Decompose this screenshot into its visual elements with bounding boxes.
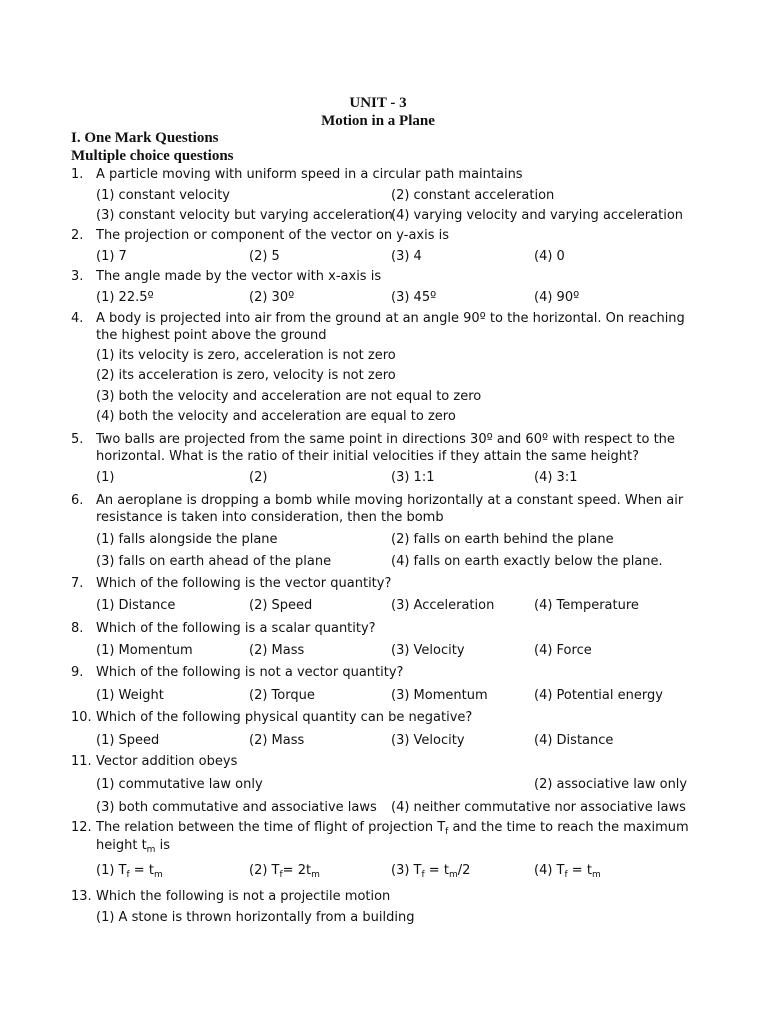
option: (3) Velocity <box>391 733 465 748</box>
option: (4) 90º <box>534 290 580 305</box>
subscript: m <box>153 870 163 880</box>
option: (2) Mass <box>249 643 305 658</box>
option <box>534 862 601 879</box>
question-text-line <box>96 837 170 854</box>
option: (2) 5 <box>249 249 280 264</box>
option: (1) <box>96 470 115 485</box>
question-text: Which of the following is a scalar quantity? <box>96 621 376 636</box>
question-number: 11. <box>71 754 92 769</box>
text: height t <box>96 838 147 853</box>
option: (3) both the velocity and acceleration are not equal to zero <box>96 389 482 404</box>
option: (2) associative law only <box>534 777 688 792</box>
question-text: Which of the following is not a vector quantity? <box>96 665 404 680</box>
page-title: Motion in a Plane <box>321 113 435 129</box>
option: (3) 45º <box>391 290 437 305</box>
question-text: Which the following is not a projectile motion <box>96 889 391 904</box>
question-number: 10. <box>71 710 92 725</box>
option: (3) 1:1 <box>391 470 435 485</box>
question-text-line <box>96 819 689 836</box>
subscript: m <box>448 870 458 880</box>
question-number: 13. <box>71 889 92 904</box>
option: (2) falls on earth behind the plane <box>391 532 614 547</box>
option: (4) 3:1 <box>534 470 578 485</box>
option: (2) its acceleration is zero, velocity is not zero <box>96 368 396 383</box>
question-number: 2. <box>71 228 84 243</box>
text: = t <box>424 863 449 878</box>
question-number: 9. <box>71 665 84 680</box>
text: = 2t <box>282 863 312 878</box>
option: (3) Velocity <box>391 643 465 658</box>
text: (4) T <box>534 863 565 878</box>
question-text-line: resistance is taken into consideration, then the bomb <box>96 510 444 525</box>
option: (1) 7 <box>96 249 127 264</box>
option: (1) commutative law only <box>96 777 263 792</box>
question-text: The angle made by the vector with x-axis is <box>96 269 382 284</box>
option: (2) <box>249 470 268 485</box>
text: /2 <box>457 863 471 878</box>
question-text: The projection or component of the vector on y-axis is <box>96 228 450 243</box>
option <box>391 862 470 879</box>
question-number: 3. <box>71 269 84 284</box>
subscript: f <box>279 870 283 880</box>
text: = t <box>129 863 154 878</box>
question-text-line: A body is projected into air from the ground at an angle 90º to the horizontal. On reaching <box>96 311 685 326</box>
text: (2) T <box>249 863 280 878</box>
question-text: Which of the following is the vector quantity? <box>96 576 392 591</box>
question-text: A particle moving with uniform speed in a circular path maintains <box>96 167 523 182</box>
option: (2) 30º <box>249 290 295 305</box>
text: (1) T <box>96 863 127 878</box>
option <box>96 862 163 879</box>
option: (2) Speed <box>249 598 313 613</box>
option: (4) varying velocity and varying acceleration <box>391 208 684 223</box>
option: (1) Speed <box>96 733 160 748</box>
option: (1) Momentum <box>96 643 193 658</box>
subscript: f <box>445 827 449 837</box>
option: (1) Distance <box>96 598 176 613</box>
option: (3) falls on earth ahead of the plane <box>96 554 332 569</box>
subsection-heading: Multiple choice questions <box>71 148 234 164</box>
option: (4) Force <box>534 643 592 658</box>
question-number: 8. <box>71 621 84 636</box>
question-text-line: An aeroplane is dropping a bomb while moving horizontally at a constant speed. When air <box>96 493 684 508</box>
question-number: 6. <box>71 493 84 508</box>
question-text-line: the highest point above the ground <box>96 328 327 343</box>
option: (1) constant velocity <box>96 188 230 203</box>
option: (1) A stone is thrown horizontally from a building <box>96 910 415 925</box>
option <box>249 862 320 879</box>
option: (1) its velocity is zero, acceleration is not zero <box>96 348 396 363</box>
subscript: m <box>591 870 601 880</box>
question-text: Which of the following physical quantity can be negative? <box>96 710 473 725</box>
option: (4) Potential energy <box>534 688 663 703</box>
option: (1) 22.5º <box>96 290 154 305</box>
question-text-line: horizontal. What is the ratio of their initial velocities if they attain the same height? <box>96 449 640 464</box>
subscript: m <box>311 870 320 880</box>
option: (1) Weight <box>96 688 164 703</box>
subscript: m <box>146 845 156 855</box>
subscript: f <box>421 870 425 880</box>
option: (1) falls alongside the plane <box>96 532 278 547</box>
option: (4) Temperature <box>534 598 639 613</box>
option: (4) Distance <box>534 733 614 748</box>
text: = t <box>567 863 592 878</box>
option: (4) falls on earth exactly below the plane. <box>391 554 663 569</box>
question-number: 1. <box>71 167 84 182</box>
option: (2) Torque <box>249 688 315 703</box>
text: The relation between the time of flight of projection T <box>96 820 446 835</box>
question-text: Vector addition obeys <box>96 754 238 769</box>
section-heading: I. One Mark Questions <box>71 130 219 146</box>
unit-heading: UNIT - 3 <box>349 95 407 111</box>
subscript: f <box>564 870 568 880</box>
option: (4) 0 <box>534 249 565 264</box>
question-text-line: Two balls are projected from the same point in directions 30º and 60º with respect to the <box>96 432 675 447</box>
option: (3) 4 <box>391 249 422 264</box>
option: (4) neither commutative nor associative laws <box>391 800 686 815</box>
option: (2) Mass <box>249 733 305 748</box>
text: is <box>155 838 170 853</box>
option: (3) Momentum <box>391 688 488 703</box>
text: and the time to reach the maximum <box>448 820 689 835</box>
question-number: 4. <box>71 311 84 326</box>
option: (3) both commutative and associative laws <box>96 800 377 815</box>
subscript: f <box>126 870 130 880</box>
option: (2) constant acceleration <box>391 188 555 203</box>
option: (4) both the velocity and acceleration are equal to zero <box>96 409 456 424</box>
option: (3) constant velocity but varying acceleration <box>96 208 393 223</box>
question-number: 5. <box>71 432 84 447</box>
text: (3) T <box>391 863 422 878</box>
question-number: 7. <box>71 576 84 591</box>
option: (3) Acceleration <box>391 598 495 613</box>
question-number: 12. <box>71 820 92 835</box>
